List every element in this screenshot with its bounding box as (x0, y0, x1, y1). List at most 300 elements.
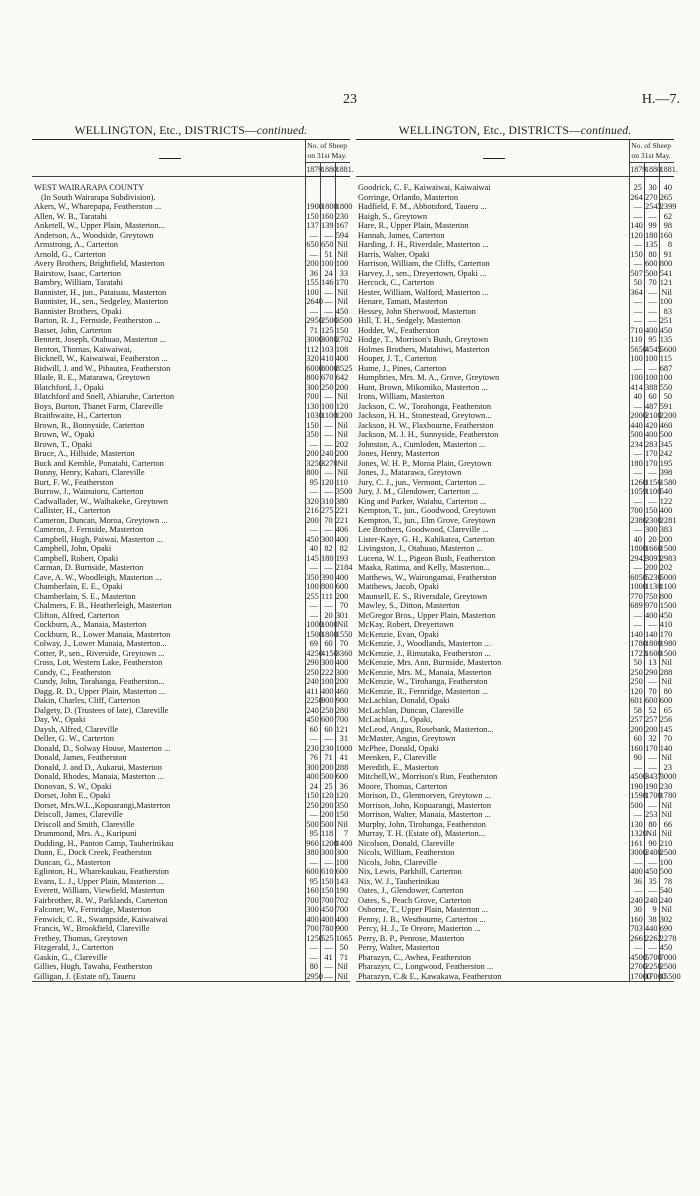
owner-name-cell: Dakin, Charles, Cliff, Carterton (34, 696, 140, 705)
table-row (356, 905, 674, 915)
sheep-count-cell: 190 (335, 886, 349, 895)
table-row (32, 592, 350, 602)
owner-name-cell: Anketell, W., Upper Plain, Masterton... (34, 221, 165, 230)
sheep-count-cell: 50 (630, 658, 645, 668)
table-row (356, 763, 674, 773)
table-row (32, 953, 350, 963)
sheep-count-cell: 4150 (320, 648, 338, 658)
sheep-count-cell: Nil (659, 288, 674, 298)
owner-name-cell: Basset, John, Carterton (34, 325, 112, 335)
table-row (356, 649, 674, 659)
sheep-count-cell: 900 (335, 924, 349, 933)
sheep-count-cell: — (306, 943, 321, 953)
sheep-count-cell: 70 (659, 734, 674, 744)
sheep-count-cell: 145 (306, 553, 319, 563)
owner-name-cell: Pharazyn, C.& E., Kawakawa, Featherston (356, 972, 630, 982)
sheep-count-cell: 130 (630, 819, 643, 829)
sheep-count-cell: 450 (306, 534, 319, 544)
sheep-count-cell: 7000 (659, 952, 677, 962)
sheep-count-cell: Nil (335, 288, 350, 298)
owner-name-cell: Holmes Brothers, Matahiwi, Masterton (358, 344, 490, 354)
sheep-count-cell: 1260 (630, 477, 647, 487)
sheep-count-cell: Nil (659, 810, 674, 820)
table-row (356, 972, 674, 982)
sheep-count-cell: 600 (320, 715, 334, 724)
owner-name-cell: Hodge, T., Morrison's Bush, Greytown (358, 335, 489, 344)
owner-name-cell: Hercock, C., Carterton (358, 278, 435, 287)
sheep-count-cell: — (630, 307, 645, 317)
sheep-count-cell: 50 (335, 943, 350, 953)
sheep-count-cell: 4250 (306, 648, 323, 658)
owner-name-cell: Cross, Lot, Western Lake, Featherston (34, 658, 163, 667)
sheep-count-cell: 257 (644, 715, 658, 724)
table-row (32, 288, 350, 298)
sheep-count-cell: 210 (659, 838, 673, 848)
sheep-count-cell: 58 (630, 706, 645, 716)
table-row (356, 687, 674, 697)
table-row (32, 706, 350, 716)
sheep-count-cell: 100 (644, 373, 658, 382)
owner-name-cell: Perry, Walter, Masterton (358, 943, 440, 952)
owner-name-cell: Harvey, J., sen., Dreyertown, Opaki ... (358, 268, 487, 278)
sheep-count-cell: 257 (630, 715, 643, 724)
sheep-count-cell: 900 (335, 696, 349, 705)
sheep-count-cell: 230 (306, 743, 319, 753)
sheep-count-cell: 24 (306, 782, 321, 792)
sheep-count-cell: 200 (320, 762, 334, 772)
owner-name-cell: Hannah, James, Carterton (358, 230, 445, 240)
owner-name-cell: Mitchell,W., Morrison's Run, Featherston (358, 772, 498, 781)
sheep-count-cell: 50 (659, 392, 674, 402)
sheep-count-cell: Nil (659, 677, 674, 687)
sheep-count-cell: 120 (335, 401, 349, 411)
table-row (32, 687, 350, 697)
table-row (356, 630, 674, 640)
table-row (356, 240, 674, 250)
sheep-count-cell: 115 (659, 354, 672, 363)
sheep-count-cell: 600 (644, 259, 658, 268)
sheep-count-cell: 345 (659, 439, 673, 449)
sheep-count-cell: 420 (644, 420, 658, 430)
sheep-count-cell: 3000 (659, 772, 677, 781)
table-row (356, 744, 674, 754)
table-row (32, 763, 350, 773)
owner-name-cell: Pharazyn, C., Awhea, Featherston (358, 952, 471, 962)
table-row (356, 506, 674, 516)
table-row (356, 839, 674, 849)
table-row (356, 373, 674, 383)
owner-name-cell: Buck and Kemble, Ponatahi, Carterton (34, 458, 164, 468)
sheep-count-cell: 82 (335, 544, 350, 554)
table-row (32, 886, 350, 896)
owner-name-cell: Gorringe, Orlando, Masterton (358, 192, 459, 202)
table-row (356, 250, 674, 260)
owner-name-cell: Morrison, Walter, Manaia, Masterton ... (358, 810, 491, 819)
sheep-count-cell: 234 (630, 439, 643, 449)
sheep-count-cell: — (320, 525, 335, 535)
sheep-count-cell: 253 (644, 810, 658, 819)
sheep-count-cell: 1500 (659, 544, 677, 553)
sheep-count-cell: 302 (659, 914, 673, 924)
sheep-count-cell: 150 (306, 211, 319, 221)
sheep-count-cell: 121 (335, 724, 349, 734)
sheep-count-cell: 700 (320, 895, 334, 905)
table-row (32, 810, 350, 820)
sheep-count-cell: Nil (335, 392, 350, 402)
table-row (32, 972, 350, 982)
owner-name-cell: Chamberlain, S. E., Masterton (34, 591, 136, 601)
sheep-count-cell: 250 (630, 677, 643, 686)
column-title-continued: continued. (580, 124, 632, 137)
sheep-count-cell: — (320, 297, 335, 307)
sheep-count-cell: 689 (630, 601, 643, 610)
sheep-count-cell: 78 (659, 877, 674, 887)
sheep-count-cell: 200 (306, 449, 319, 458)
sheep-count-cell: — (320, 288, 335, 298)
year-header: 1880. (644, 163, 659, 177)
sheep-count-cell: 71 (306, 326, 321, 336)
table-row (356, 202, 674, 212)
owner-name-cell: McLachlan, Duncan, Clareville (358, 705, 464, 715)
table-row (356, 212, 674, 222)
table-row (32, 601, 350, 611)
sheep-count-cell: 450 (659, 610, 673, 620)
sheep-count-cell: 8 (659, 240, 674, 250)
table-row (32, 639, 350, 649)
sheep-count-cell: 76 (306, 753, 321, 763)
sheep-count-cell: 1000 (630, 582, 647, 591)
sheep-count-cell: 240 (644, 895, 658, 905)
owner-name-cell: Chamberlain, E. E., Opaki (34, 582, 123, 591)
sheep-count-cell: 112 (306, 344, 319, 354)
table-row (32, 250, 350, 260)
sheep-count-cell: 20 (320, 611, 335, 621)
table-row (356, 924, 674, 934)
name-column-header (32, 140, 306, 177)
owner-name-cell: King and Parker, Waiahu, Carterton ... (358, 496, 487, 506)
sheep-count-cell: — (306, 810, 321, 820)
sheep-count-cell: — (320, 307, 335, 317)
sheep-count-cell: 170 (644, 743, 658, 753)
owner-name-cell: Oates, J., Glendower, Carterton (358, 886, 464, 895)
sheep-count-cell: 100 (335, 259, 349, 268)
table-row (32, 582, 350, 592)
sheep-count-cell: 2250 (644, 962, 662, 971)
sheep-count-cell: 202 (335, 439, 349, 449)
sheep-count-cell: — (306, 734, 321, 744)
owner-name-cell: Gilligan, J. (Estate of), Taueru (32, 972, 306, 982)
sheep-count-cell: 150 (335, 810, 349, 819)
sheep-count-cell: 100 (320, 259, 334, 268)
sheep-count-cell: 230 (335, 211, 349, 221)
sheep-count-cell: 540 (659, 487, 673, 496)
sheep-count-cell: Nil (335, 430, 350, 440)
sheep-count-cell: 2386 (630, 515, 647, 525)
owner-name-cell: McMaster, Angus, Greytown (358, 734, 456, 743)
sheep-count-cell: 202 (659, 563, 673, 572)
owner-name-cell: Donald, J. and D., Aukarui, Masterton (34, 762, 162, 772)
sheep-count-cell: 240 (659, 895, 673, 905)
owner-name-cell: Bannister Brothers, Opaki (34, 306, 122, 316)
owner-name-cell: Johnston, A., Cumloden, Masterton ... (358, 439, 486, 449)
table-row (356, 307, 674, 317)
sheep-count-cell: 1156 (644, 477, 662, 487)
sheep-count-cell: — (644, 316, 659, 326)
owner-name-cell: Brown, R., Bonnyside, Carterton (34, 420, 145, 430)
table-row (32, 649, 350, 659)
sheep-count-cell: 380 (335, 496, 349, 506)
sheep-count-cell: 780 (320, 924, 334, 933)
sheep-count-cell: 4500 (630, 952, 647, 962)
column-title-continued: continued. (256, 124, 308, 137)
table-row (356, 535, 674, 545)
owner-name-cell: Meredith, E., Masterton (358, 762, 439, 772)
sheep-count-cell: 400 (644, 430, 658, 439)
sheep-count-cell: 200 (306, 515, 319, 525)
table-row (356, 421, 674, 431)
sheep-count-cell: 642 (335, 373, 349, 382)
sheep-count-cell: 1200 (335, 411, 353, 420)
sheep-count-cell: 1100 (659, 582, 677, 591)
table-row (356, 706, 674, 716)
sheep-count-cell: 800 (306, 468, 319, 477)
sheep-count-cell: — (320, 858, 335, 868)
sheep-count-cell: 240 (630, 895, 643, 905)
table-row (356, 592, 674, 602)
owner-name-cell: Dudding, H., Panton Camp, Tauherinikau (34, 838, 174, 848)
owner-name-cell: Cockburn, A., Manaia, Masterton (34, 620, 147, 629)
sheep-count-cell: 40 (630, 535, 645, 545)
sheep-count-cell: Nil (659, 829, 674, 839)
sheep-count-cell: 383 (659, 525, 673, 534)
sheep-count-cell: 500 (320, 772, 334, 781)
sheep-count-cell: 95 (306, 478, 321, 488)
owner-name-cell: Irons, William, Masterton (358, 392, 445, 401)
owner-name-cell: Bruce, A., Hillside, Masterton (34, 449, 135, 458)
owner-name-cell: Goodrick, C. F., Kaiwaiwai, Kaiwaiwai (358, 183, 491, 192)
sheep-count-cell: 3250 (306, 458, 323, 468)
sheep-count-cell: 40 (659, 183, 674, 193)
sheep-count-cell: 100 (659, 373, 673, 382)
table-row (32, 791, 350, 801)
sheep-count-cell: 60 (320, 639, 335, 649)
owner-name-cell: Anderson, A., Woodside, Greytown (34, 230, 154, 240)
sheep-count-cell: 406 (335, 525, 349, 534)
owner-name-cell: Evans, L. J., Upper Plain, Masterton ... (34, 876, 165, 886)
sheep-count-cell: 251 (659, 316, 673, 325)
table-row (32, 459, 350, 469)
sheep-count-cell: 700 (630, 506, 643, 515)
owner-name-cell: Hessey, John Sherwood, Masterton (358, 306, 476, 316)
sheep-count-cell: 33 (335, 269, 350, 279)
owner-name-cell: Lister-Kaye, G. H., Kahikatea, Carterton (358, 534, 495, 544)
sheep-count-cell: 221 (335, 506, 349, 515)
sheep-count-cell: 50 (630, 278, 645, 288)
owner-name-cell: Penny, J. B., Westbourne, Carterton ... (358, 914, 486, 924)
sheep-count-cell: 1723 (630, 648, 647, 658)
sheep-count-cell: 301 (335, 610, 349, 620)
sheep-count-cell: 3500 (335, 316, 353, 325)
sheep-count-cell: — (630, 810, 645, 820)
owner-name-cell: Hill, T. H., Sedgely, Masterton (358, 316, 461, 325)
column-title (32, 122, 350, 139)
table-row (356, 668, 674, 678)
owner-name-cell: Blatchford, J., Opaki (34, 382, 105, 392)
sheep-count-cell: 700 (306, 895, 319, 905)
owner-name-cell: Allen, W. B., Taratahi (34, 211, 107, 221)
table-row (32, 307, 350, 317)
owner-name-cell: Harding, J. H., Riverdale, Masterton ... (358, 240, 489, 249)
table-row (32, 326, 350, 336)
sheep-count-cell: 240 (306, 677, 319, 686)
sheep-count-cell: Nil (659, 905, 674, 915)
sheep-count-cell: 110 (335, 477, 348, 487)
sheep-count-cell: 650 (306, 240, 319, 249)
sheep-count-cell: — (306, 525, 321, 535)
sheep-count-cell: 160 (320, 211, 334, 221)
sheep-count-cell: 3437 (644, 772, 662, 781)
sheep-count-cell: 1320 (630, 829, 647, 838)
table-row (356, 383, 674, 393)
sheep-count-cell: 320 (306, 496, 319, 506)
sheep-count-cell: 770 (630, 591, 643, 601)
sheep-count-cell: 100 (320, 677, 334, 686)
table-row (32, 934, 350, 944)
sheep-count-cell: 270 (644, 192, 658, 202)
sheep-count-cell: 100 (659, 857, 673, 867)
sheep-count-cell: 5600 (659, 344, 677, 354)
owner-name-cell: Meenken, F., Clareville (358, 753, 437, 762)
sheep-count-cell: Nil (335, 620, 350, 630)
table-row (356, 440, 674, 450)
sheep-count-cell: 121 (659, 278, 673, 287)
sheep-count-cell: — (630, 212, 645, 222)
sheep-count-cell: 83 (659, 307, 674, 317)
sheep-count-cell: 38 (644, 915, 659, 925)
table-row (356, 259, 674, 269)
table-row (32, 658, 350, 668)
table-row (356, 525, 674, 535)
table-row (32, 354, 350, 364)
sheep-count-cell: 703 (630, 924, 643, 933)
sheep-count-cell: 525 (320, 933, 334, 943)
sheep-count-cell: 700 (306, 924, 319, 933)
sheep-count-cell: — (630, 497, 645, 507)
sheep-count-cell: Nil (335, 972, 350, 982)
header-dash (483, 158, 505, 159)
owner-name-cell: McLachlan, J., Opaki, (358, 715, 433, 724)
table-header-row (32, 140, 350, 163)
owner-name-cell: Callister, H., Carterton (34, 506, 111, 515)
page-reference: H.—7. (641, 92, 680, 107)
owner-name-cell: Hare, R., Upper Plain, Masterton (358, 221, 469, 230)
owner-name-cell: Benton, Thomas, Kaiwaiwai, (34, 344, 132, 354)
sheep-count-cell: 2262 (644, 933, 662, 943)
owner-name-cell: Lee Brothers, Goodwood, Clareville ... (358, 525, 489, 534)
section-subtitle-row (32, 193, 350, 203)
sheep-count-cell: — (644, 886, 659, 896)
table-row (32, 715, 350, 725)
table-row (356, 934, 674, 944)
sheep-count-cell: 200 (659, 534, 673, 544)
owner-name-cell: Mawley, S., Ditton, Masterton (358, 601, 460, 610)
sheep-count-cell: — (320, 563, 335, 573)
right-column (356, 122, 681, 982)
sheep-count-cell: 216 (306, 506, 319, 515)
sheep-count-cell: 283 (644, 439, 658, 449)
sheep-count-cell: 3093 (644, 553, 662, 563)
sheep-count-cell: 300 (320, 848, 334, 857)
owner-name-cell: Duncan, G., Masterton (34, 857, 111, 867)
sheep-count-cell: 2500 (659, 962, 677, 971)
sheep-count-cell: 1980 (659, 639, 677, 648)
sheep-count-cell: — (320, 421, 335, 431)
sheep-count-cell: 51 (320, 250, 335, 260)
owner-name-cell: Eglinton, H., Wharekaukau, Featherston (34, 867, 169, 876)
sheep-count-cell: 100 (630, 354, 643, 363)
sheep-count-cell: 122 (659, 496, 673, 506)
owner-name-cell: Avery Brothers, Brightfield, Masterton (34, 259, 165, 268)
sheep-count-cell: 460 (335, 686, 349, 696)
sheep-count-cell: 500 (659, 867, 673, 876)
sheep-count-cell: 1800 (320, 202, 338, 211)
sheep-count-cell: 1500 (659, 648, 677, 658)
sheep-count-cell: 1200 (320, 838, 338, 848)
sheep-count-cell: — (306, 611, 321, 621)
table-row (356, 734, 674, 744)
sheep-count-cell: 4500 (630, 772, 647, 781)
sheep-count-cell: 2661 (630, 933, 647, 943)
table-row (356, 563, 674, 573)
table-row (32, 478, 350, 488)
sheep-count-cell: 80 (644, 820, 659, 830)
owner-name-cell: Burt, F. W., Featherston (34, 477, 114, 487)
owner-name-cell: Campbell, Robert, Opaki (34, 553, 119, 563)
table-row (356, 468, 674, 478)
sheep-count-cell: 380 (306, 848, 319, 857)
owner-name-cell: Cockburn, R., Lower Manaia, Masterton (34, 629, 171, 639)
sheep-count-cell: 100 (644, 354, 658, 363)
sheep-count-cell: 960 (306, 838, 319, 848)
sheep-count-cell: 30 (630, 905, 645, 915)
sheep-count-cell: 264 (630, 192, 643, 202)
sheep-count-cell: 288 (335, 762, 349, 772)
table-row (32, 221, 350, 231)
sheep-count-cell: 2300 (644, 515, 662, 525)
sheep-count-cell: — (644, 753, 659, 763)
table-row (356, 791, 674, 801)
sheep-count-cell: 95 (306, 877, 321, 887)
sheep-count-cell: 610 (320, 867, 334, 876)
owner-name-cell: Jones, W. H. P., Moroa Plain, Greytown (358, 458, 492, 468)
owner-name-cell: Nicols, William, Featherston (358, 848, 455, 857)
sheep-count-cell: 193 (335, 553, 349, 563)
sheep-count-cell: 118 (320, 829, 334, 838)
sheep-count-cell: 5000 (659, 572, 677, 582)
sheep-count-cell: 1800 (630, 544, 647, 553)
owner-name-cell: Bicknell, W., Kaiwaiwai, Featherston ... (34, 354, 168, 363)
year-header: 1880. (320, 163, 335, 177)
sheep-count-cell: — (630, 202, 645, 212)
sheep-count-cell: 140 (659, 743, 673, 753)
sheep-count-cell: 255 (306, 591, 319, 601)
table-row (32, 753, 350, 763)
owner-name-cell: Francis, W., Brookfield, Clareville (34, 924, 150, 933)
table-row (356, 459, 674, 469)
owner-name-cell: Kempton, T., jun., Goodwood, Greytown (358, 506, 496, 515)
table-row (356, 278, 674, 288)
table-row (32, 801, 350, 811)
